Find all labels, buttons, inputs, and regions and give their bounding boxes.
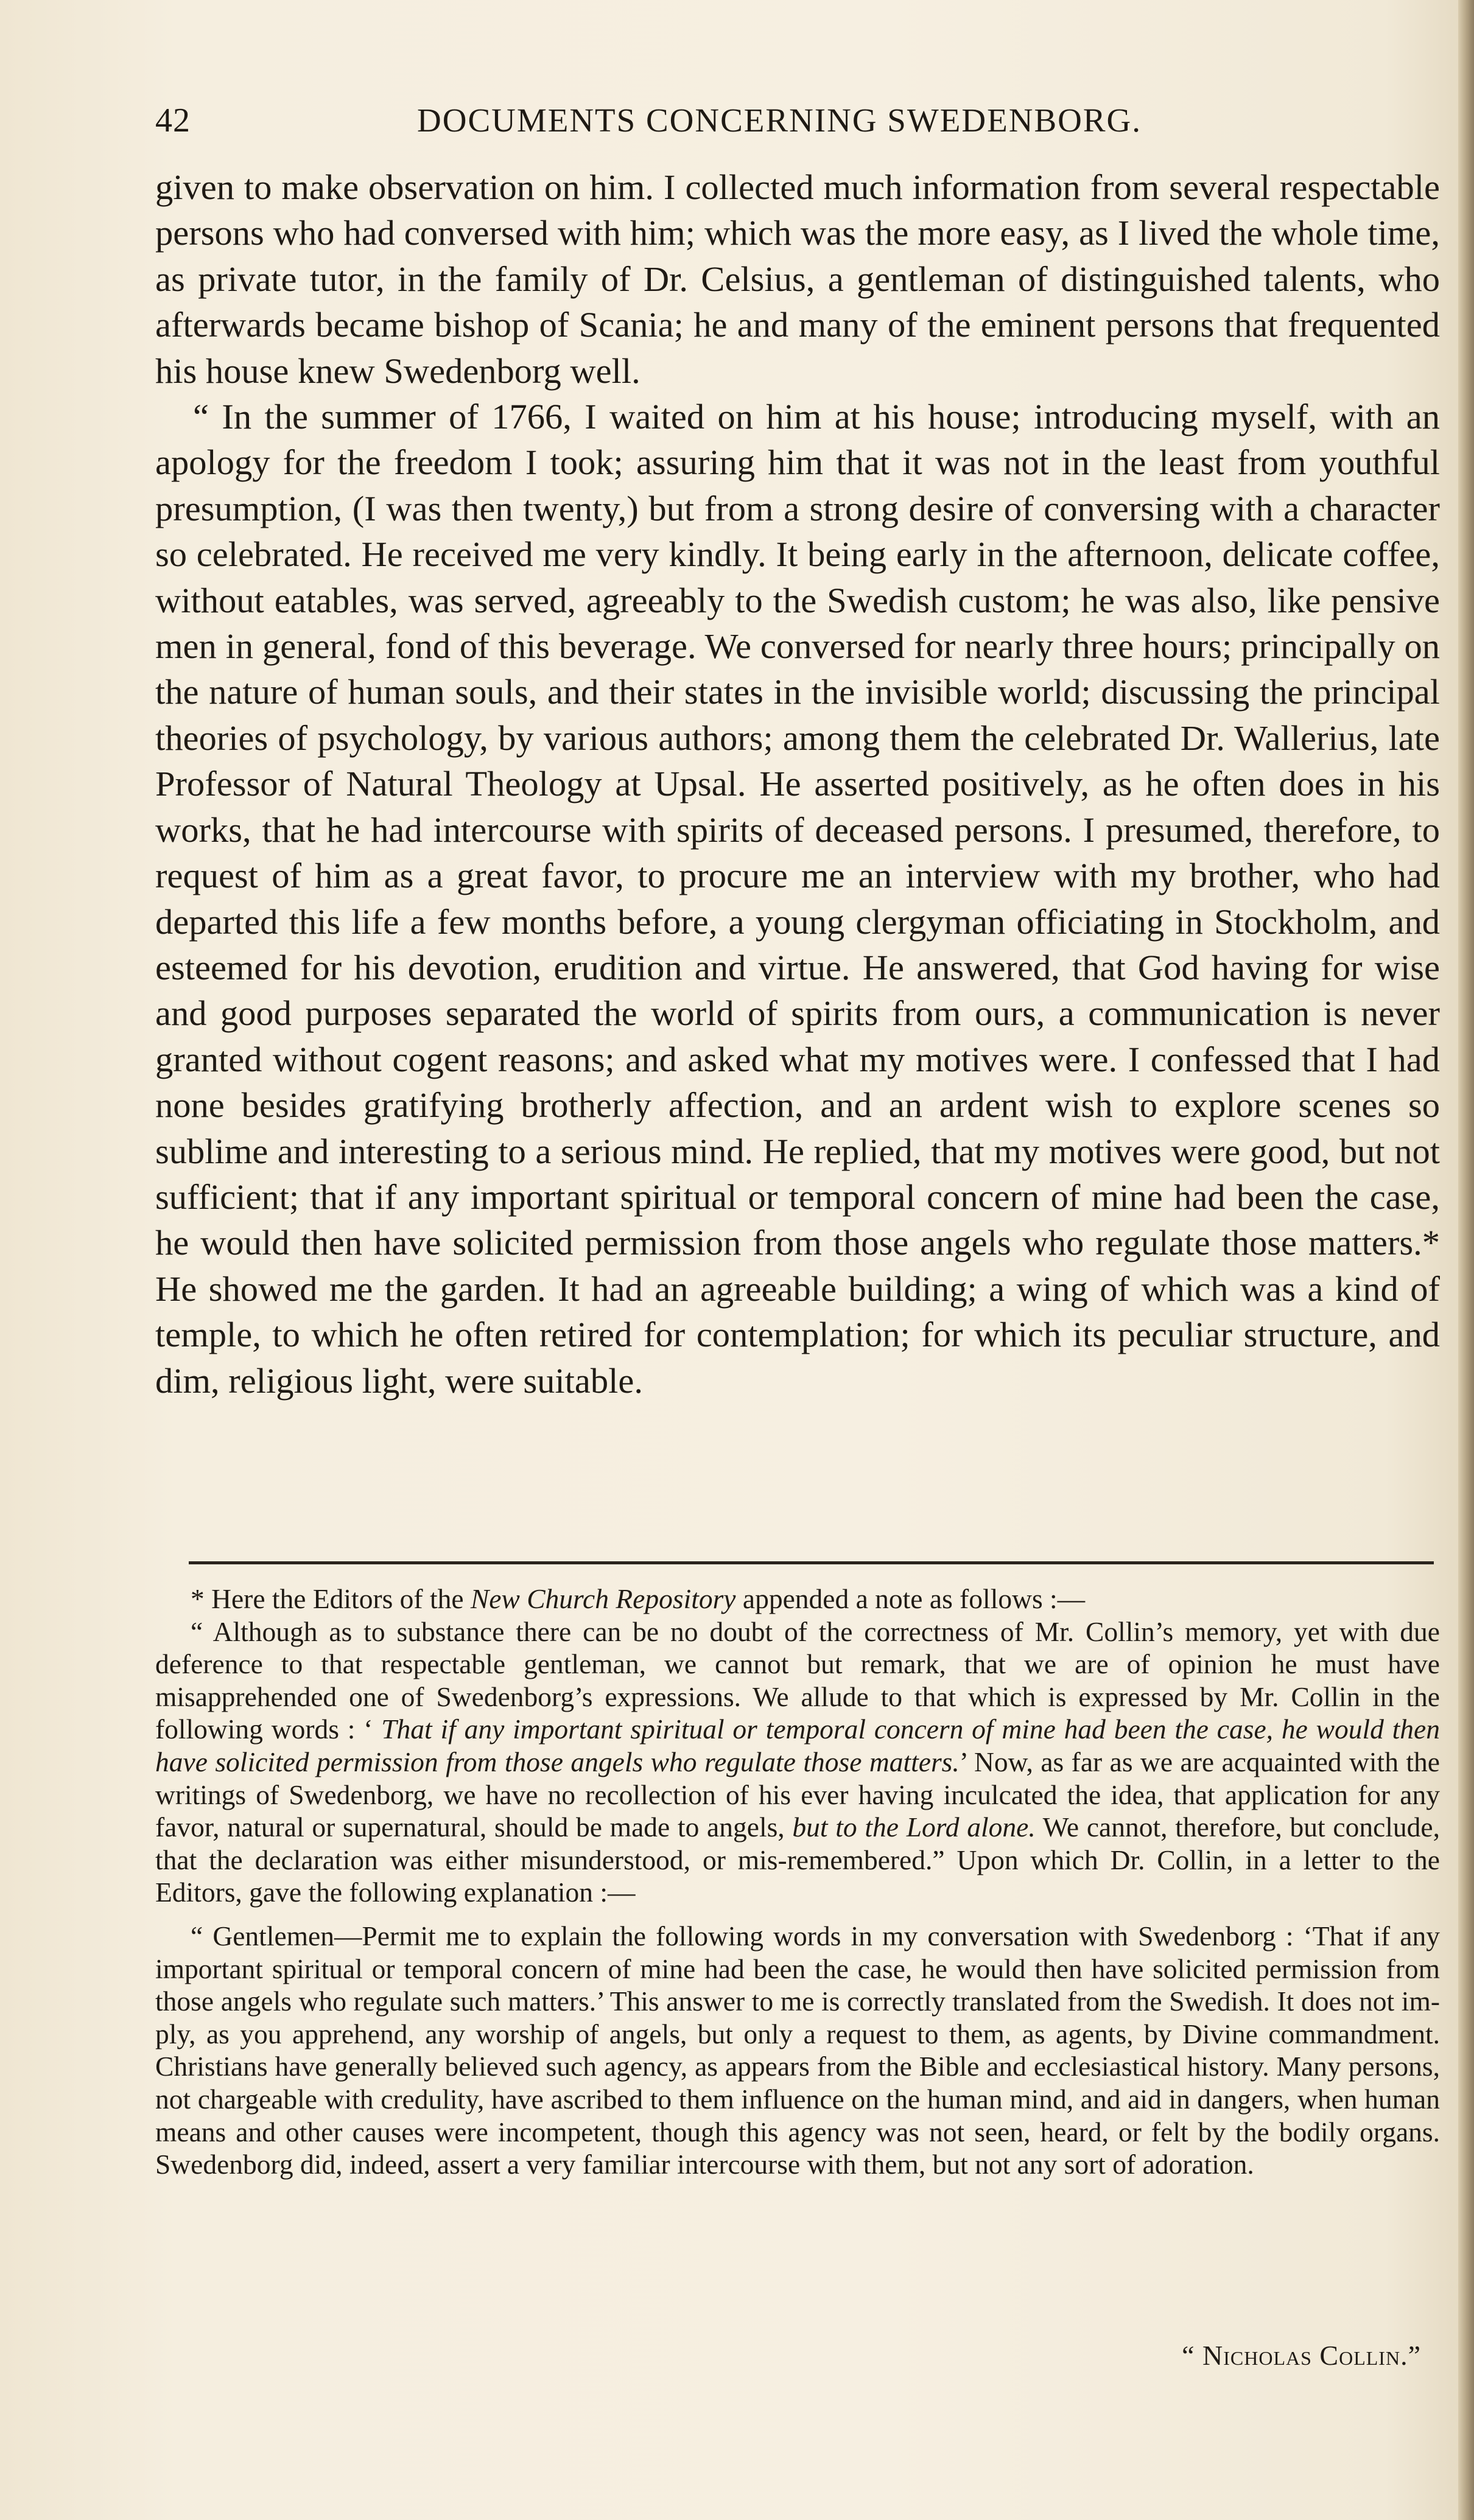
footnote-collin-letter: “ Gentlemen—Permit me to explain the following words in my conversation with Swedenborg : ‘That if any important spiritual or temporal concern of mine had been the case, he would then have solicited permission from those angels who regulate such matters.’ This answer to me is correctly translated from the Swedish. It does not imply, as you apprehend, any worship of angels, but only a request to them, as agents, by Divine commandment. Christians have generally believed such agency, as appears from the Bible and ecclesiastical history. Many persons, not chargeable with credulity, have ascribed to them influence on the human mind, and aid in dangers, when human means and other causes were incompetent, though this agency was not seen, heard, or felt by the bodily organs. Swedenborg did, indeed, assert a very familiar intercourse with them, but not any sort of adoration. — [155, 1920, 1440, 2180]
running-head: DOCUMENTS CONCERNING SWEDENBORG. — [417, 102, 1142, 139]
footnote-quote-start: “ Although as to substance there can be no doubt of the correctness of Mr. Collin’s memory, yet with due deference to that respectable gentleman, we cannot but remark, that we are of opinion he must have misapprehended one of Swedenborg’s expressions. We allude to that which is expressed by Mr. Collin in the following words : ‘ — [155, 1615, 1440, 1745]
page-header — [155, 96, 1446, 145]
footnote-quote-italic-2: but to the Lord alone. — [792, 1811, 1036, 1843]
signature: “ Nicholas Collin.” — [1182, 2340, 1421, 2371]
footnote-intro-end: appended a note as follows :— — [735, 1583, 1086, 1614]
footnote-editors-quote — [155, 1615, 1440, 1909]
page-number: 42 — [155, 102, 191, 139]
main-text — [155, 164, 1440, 1404]
footnote-journal-title: New Church Repository — [470, 1583, 736, 1614]
footnote — [155, 1583, 1440, 2181]
paragraph-interview: “ In the summer of 1766, I waited on him at his house; introducing myself, with an apology for the freedom I took; assuring him that it was not in the least from youthful presumption, (I was then twenty,) but from a strong desire of conversing with a character so celebrated. He received me very kindly. It being early in the afternoon, delicate coffee, without eatables, was served, agreeably to the Swedish custom; he was also, like pensive men in general, fond of this beverage. We conversed for nearly three hours; principally on the nature of human souls, and their states in the invisible world; discussing the principal theories of psychology, by various authors; among them the celebrated Dr. Wallerius, late Professor of Natural Theology at Upsal. He asserted positively, as he often does in his works, that he had intercourse with spirits of deceased persons. I presumed, therefore, to request of him as a great favor, to procure me an interview with my brother, who had departed this life a few months before, a young clergyman officiating in Stockholm, and esteemed for his devotion, erudition and virtue. He answered, that God having for wise and good purposes separated the world of spirits from ours, a communication is never granted without cogent reasons; and asked what my motives were. I confessed that I had none besides gratifying brotherly affection, and an ardent wish to explore scenes so sublime and interesting to a serious mind. He replied, that my motives were good, but not sufficient; that if any important spiritual or temporal concern of mine had been the case, he would then have solicited permission from those angels who regulate those matters.* He showed me the garden. It had an agreeable building; a wing of which was a kind of temple, to which he often retired for contemplation; for which its peculiar structure, and dim, religious light, were suitable. — [155, 397, 1440, 1401]
footnote-intro-start: * Here the Editors of the — [191, 1583, 471, 1614]
footnote-quote-end: We cannot, therefore, but conclude, that the declaration was either misunderstood, or mis-remembered.” Upon which Dr. Collin, in a letter to the Editors, gave the following explanation :— — [155, 1811, 1440, 1908]
footnote-quote-italic: That if any important spiritual or temporal concern of mine had been the case, he would then have solicited permission from those angels who regulate those matters. — [155, 1713, 1440, 1777]
page-edge — [1458, 0, 1474, 2520]
footnote-quote-mid: ’ Now, as far as we are acquainted with the writings of Swedenborg, we have no recollection of his ever having inculcated the idea, that application for any favor, natural or supernatural, should be made to angels, — [155, 1746, 1440, 1843]
footnote-intro — [155, 1583, 1440, 1615]
paragraph-continuation: given to make observation on him. I collected much information from several respectable persons who had conversed with him; which was the more easy, as I lived the whole time, as private tutor, in the family of Dr. Celsius, a gentleman of distinguished talents, who afterwards became bishop of Scania; he and many of the eminent persons that frequented his house knew Swedenborg well. — [155, 167, 1440, 391]
footnote-divider — [189, 1561, 1434, 1564]
